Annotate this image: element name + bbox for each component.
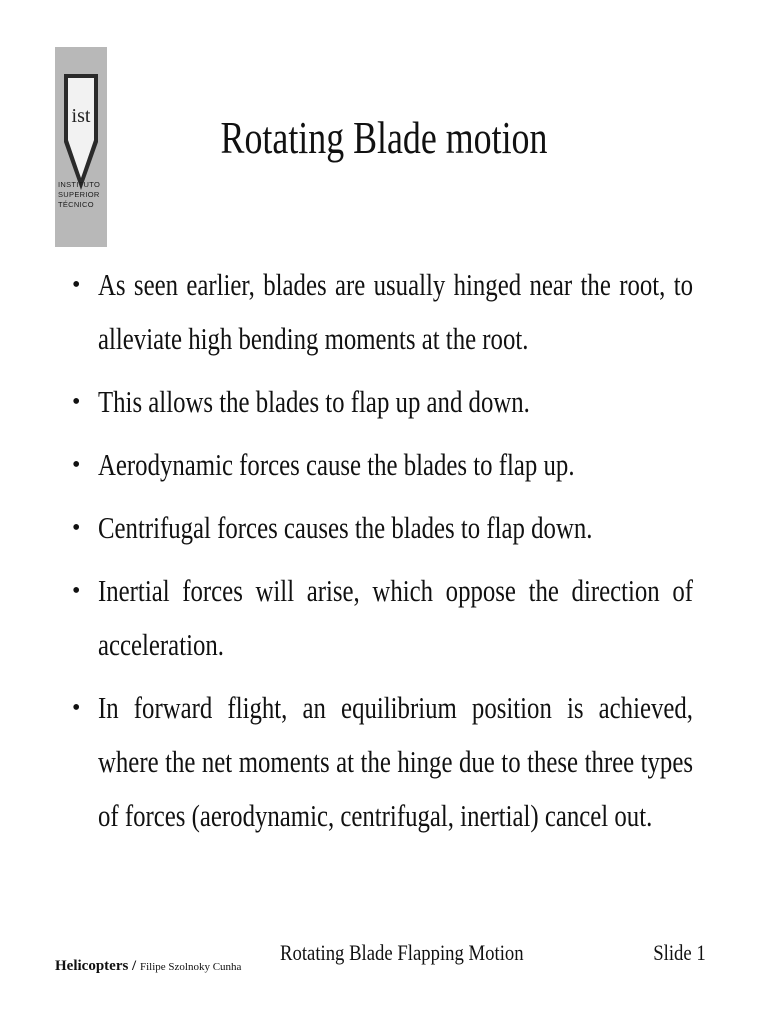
logo-line-3: TÉCNICO bbox=[58, 200, 94, 209]
bullet-item bbox=[72, 375, 694, 429]
footer-course-label: Helicopters / bbox=[55, 958, 137, 974]
bullet-item bbox=[72, 258, 694, 366]
slide-title: Rotating Blade motion bbox=[220, 112, 548, 163]
bullet-text: Inertial forces will arise, which oppose the direction of acceleration. bbox=[98, 573, 693, 662]
bullet-item bbox=[72, 681, 694, 843]
bullet-item bbox=[72, 564, 694, 672]
bullet-text: In forward flight, an equilibrium position is achieved, where the net moments at the hinge due to these three types of forces (aerodynamic, centrifugal, inertial) cancel out. bbox=[98, 690, 693, 833]
logo-caption bbox=[58, 180, 108, 210]
logo-monogram: ist bbox=[71, 105, 91, 127]
logo-line-1: INSTITUTO bbox=[58, 180, 101, 189]
logo-line-2: SUPERIOR bbox=[58, 190, 100, 199]
footer-course bbox=[55, 958, 241, 975]
bullet-marker: • bbox=[72, 578, 81, 604]
footer-title: Rotating Blade Flapping Motion bbox=[280, 940, 524, 965]
footer-author: Filipe Szolnoky Cunha bbox=[139, 961, 242, 973]
bullet-marker: • bbox=[72, 452, 81, 478]
bullet-marker: • bbox=[72, 389, 81, 415]
bullet-text: Centrifugal forces causes the blades to flap down. bbox=[98, 510, 593, 545]
bullet-marker: • bbox=[72, 515, 81, 541]
bullet-marker: • bbox=[72, 695, 81, 721]
slide-number: Slide 1 bbox=[653, 940, 706, 965]
bullet-item bbox=[72, 501, 694, 555]
bullet-marker: • bbox=[72, 272, 81, 298]
bullet-text: Aerodynamic forces cause the blades to flap up. bbox=[98, 447, 575, 482]
bullet-item bbox=[72, 438, 694, 492]
bullet-text: This allows the blades to flap up and down. bbox=[98, 384, 530, 419]
bullet-text: As seen earlier, blades are usually hinged near the root, to alleviate high bending moments at the root. bbox=[98, 267, 693, 356]
bullet-list bbox=[72, 258, 694, 852]
